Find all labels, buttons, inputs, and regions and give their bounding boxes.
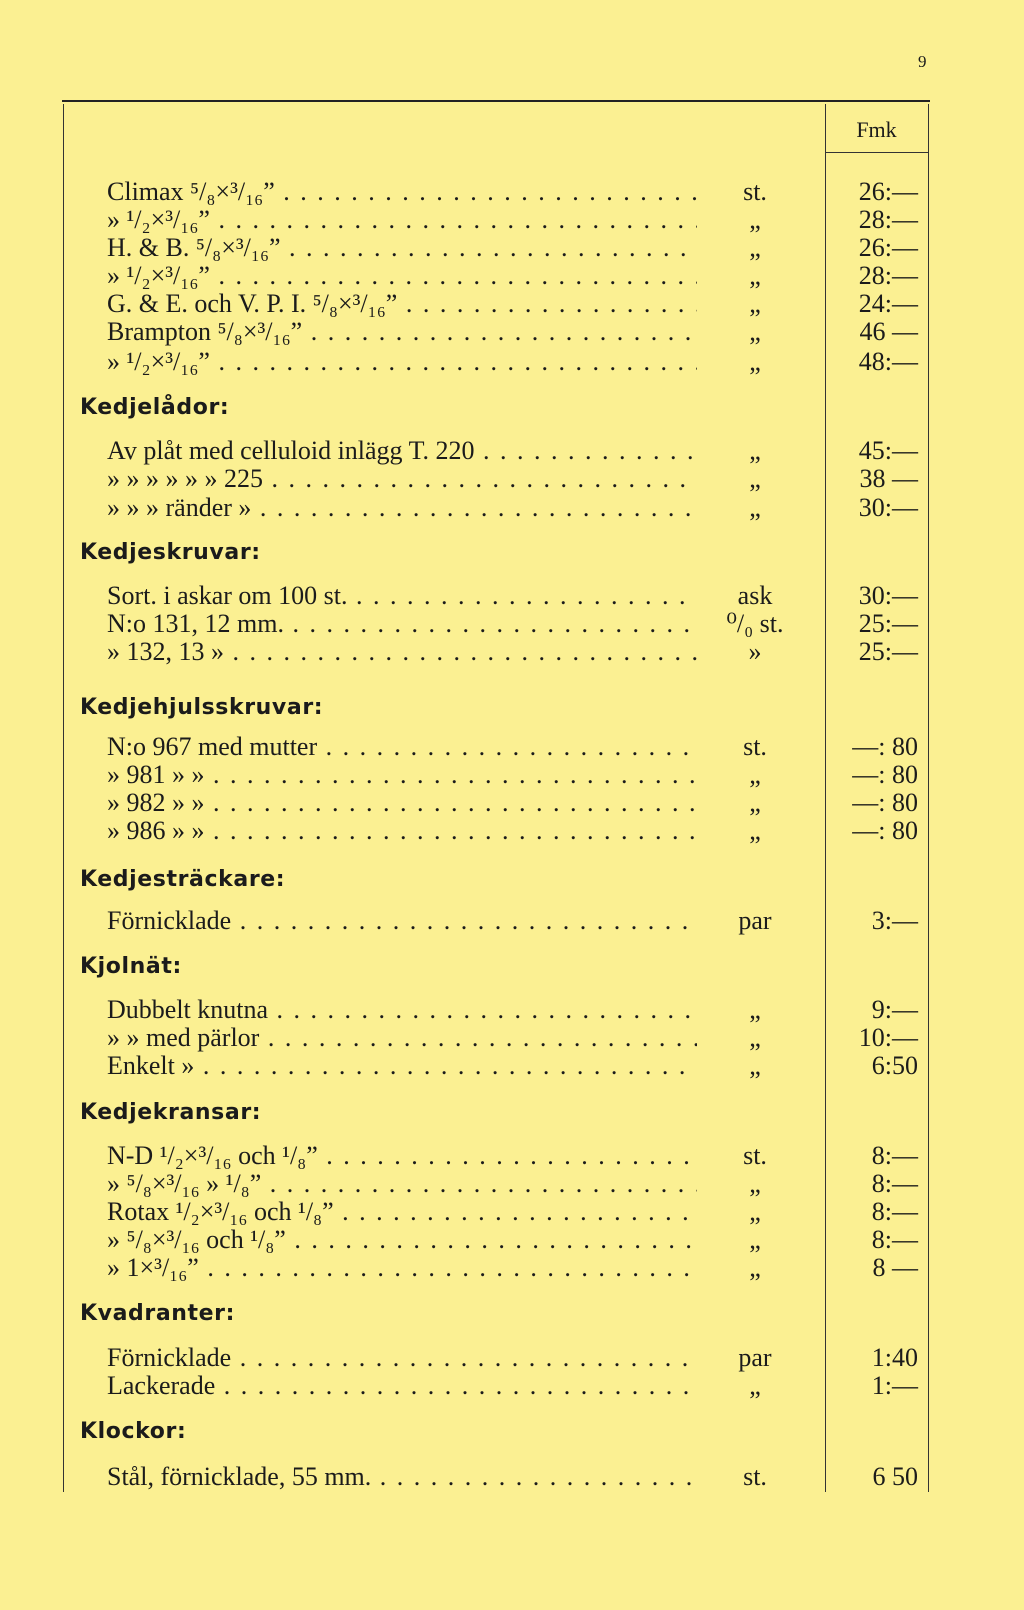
- item-unit: „: [749, 261, 761, 290]
- price-row: [0, 347, 1024, 377]
- item-unit: „: [749, 347, 761, 376]
- item-description: Av plåt med celluloid inlägg T. 220 . . .: [107, 436, 697, 466]
- item-description: Lackerade . . .: [107, 1371, 697, 1401]
- price-row: [0, 317, 1024, 347]
- item-unit: ask: [737, 581, 773, 610]
- item-description: N-D ¹/₂×³/₁₆ och ¹/₈” . . .: [107, 1141, 697, 1171]
- item-unit: „: [749, 233, 761, 262]
- item-description: Sort. i askar om 100 st. . . .: [107, 581, 697, 611]
- section-heading: Kedjelådor:: [80, 395, 230, 420]
- item-price: 9:—: [871, 995, 918, 1024]
- price-row: [0, 1371, 1024, 1401]
- price-row: [0, 205, 1024, 235]
- item-unit: »: [748, 637, 762, 666]
- currency-header: Fmk: [856, 117, 897, 142]
- price-row: [0, 261, 1024, 291]
- price-row: [0, 233, 1024, 263]
- item-price: —: 80: [852, 816, 918, 845]
- price-row: [0, 732, 1024, 762]
- price-row: [0, 581, 1024, 611]
- item-price: 6:50: [871, 1051, 918, 1080]
- price-row: [0, 1023, 1024, 1053]
- item-description: » 1×³/₁₆” . . .: [107, 1253, 697, 1283]
- item-unit: „: [749, 1051, 761, 1080]
- item-unit: „: [749, 464, 761, 493]
- section-heading: Kedjehjulsskruvar:: [80, 695, 324, 720]
- item-unit: st.: [743, 1462, 767, 1491]
- item-unit: „: [749, 1371, 761, 1400]
- item-unit: „: [749, 205, 761, 234]
- price-row: [0, 816, 1024, 846]
- item-description: Förnicklade . . .: [107, 906, 697, 936]
- item-price: 26:—: [858, 177, 918, 206]
- price-row: [0, 1343, 1024, 1373]
- item-price: 28:—: [858, 205, 918, 234]
- item-price: 6 50: [872, 1462, 918, 1491]
- item-description: » » » ränder » . . .: [107, 493, 697, 523]
- item-unit: „: [749, 317, 761, 346]
- item-price: 30:—: [858, 493, 918, 522]
- section-heading: Kedjeskruvar:: [80, 540, 261, 565]
- price-row: [0, 177, 1024, 207]
- item-description: Rotax ¹/₂×³/₁₆ och ¹/₈” . . .: [107, 1197, 697, 1227]
- item-price: 3:—: [871, 906, 918, 935]
- item-unit: „: [749, 1225, 761, 1254]
- item-unit: „: [749, 436, 761, 465]
- item-price: 8:—: [871, 1197, 918, 1226]
- item-price: 30:—: [858, 581, 918, 610]
- item-unit: „: [749, 1169, 761, 1198]
- item-description: » ¹/₂×³/₁₆” . . .: [107, 261, 697, 291]
- item-price: 48:—: [858, 347, 918, 376]
- price-row: [0, 436, 1024, 466]
- price-row: [0, 289, 1024, 319]
- item-description: Förnicklade . . .: [107, 1343, 697, 1373]
- item-description: Stål, förnicklade, 55 mm. . . .: [107, 1462, 697, 1492]
- item-price: 8:—: [871, 1141, 918, 1170]
- section-heading: Kedjesträckare:: [80, 867, 286, 892]
- item-description: Dubbelt knutna . . .: [107, 995, 697, 1025]
- item-description: » 132, 13 » . . .: [107, 637, 697, 667]
- item-unit: st.: [743, 732, 767, 761]
- price-row: [0, 609, 1024, 639]
- item-description: Enkelt » . . .: [107, 1051, 697, 1081]
- price-row: [0, 1225, 1024, 1255]
- item-price: 1:—: [871, 1371, 918, 1400]
- item-unit: st.: [743, 177, 767, 206]
- item-description: H. & B. ⁵/₈×³/₁₆” . . .: [107, 233, 697, 263]
- item-unit: ⁰/₀ st.: [726, 609, 784, 638]
- item-unit: „: [749, 1253, 761, 1282]
- price-row: [0, 1051, 1024, 1081]
- item-price: 8:—: [871, 1225, 918, 1254]
- price-row: [0, 1169, 1024, 1199]
- item-unit: „: [749, 760, 761, 789]
- price-row: [0, 788, 1024, 818]
- price-row: [0, 760, 1024, 790]
- section-heading: Klockor:: [80, 1419, 187, 1444]
- item-unit: „: [749, 289, 761, 318]
- price-row: [0, 906, 1024, 936]
- item-description: » » med pärlor . . .: [107, 1023, 697, 1053]
- item-price: 28:—: [858, 261, 918, 290]
- price-row: [0, 1462, 1024, 1492]
- item-description: » 986 » » . . .: [107, 816, 697, 846]
- section-heading: Kjolnät:: [80, 954, 182, 979]
- item-unit: „: [749, 1197, 761, 1226]
- section-heading: Kedjekransar:: [80, 1100, 262, 1125]
- page-number: 9: [918, 52, 927, 71]
- item-price: 38 —: [859, 464, 918, 493]
- price-row: [0, 1141, 1024, 1171]
- item-description: Climax ⁵/₈×³/₁₆” . . .: [107, 177, 697, 207]
- item-price: —: 80: [852, 732, 918, 761]
- item-unit: „: [749, 788, 761, 817]
- item-description: G. & E. och V. P. I. ⁵/₈×³/₁₆” . . .: [107, 289, 697, 319]
- price-row: [0, 493, 1024, 523]
- item-unit: „: [749, 995, 761, 1024]
- price-row: [0, 1253, 1024, 1283]
- price-row: [0, 464, 1024, 494]
- item-price: 10:—: [858, 1023, 918, 1052]
- item-description: » ⁵/₈×³/₁₆ » ¹/₈” . . .: [107, 1169, 697, 1199]
- item-price: 25:—: [858, 637, 918, 666]
- item-unit: „: [749, 493, 761, 522]
- item-description: N:o 131, 12 mm. . . .: [107, 609, 697, 639]
- item-price: 1:40: [871, 1343, 918, 1372]
- item-price: 8:—: [871, 1169, 918, 1198]
- item-unit: „: [749, 816, 761, 845]
- item-description: » » » » » » 225 . . .: [107, 464, 697, 494]
- price-row: [0, 637, 1024, 667]
- item-description: N:o 967 med mutter . . .: [107, 732, 697, 762]
- item-price: 8 —: [872, 1253, 918, 1282]
- price-row: [0, 995, 1024, 1025]
- item-description: » 982 » » . . .: [107, 788, 697, 818]
- item-price: 46 —: [859, 317, 918, 346]
- item-description: » ⁵/₈×³/₁₆ och ¹/₈” . . .: [107, 1225, 697, 1255]
- item-unit: par: [738, 1343, 772, 1372]
- item-unit: „: [749, 1023, 761, 1052]
- item-price: —: 80: [852, 788, 918, 817]
- item-description: » ¹/₂×³/₁₆” . . .: [107, 347, 697, 377]
- item-price: —: 80: [852, 760, 918, 789]
- item-price: 25:—: [858, 609, 918, 638]
- price-row: [0, 1197, 1024, 1227]
- item-description: » 981 » » . . .: [107, 760, 697, 790]
- item-description: » ¹/₂×³/₁₆” . . .: [107, 205, 697, 235]
- item-unit: par: [738, 906, 772, 935]
- item-unit: st.: [743, 1141, 767, 1170]
- item-description: Brampton ⁵/₈×³/₁₆” . . .: [107, 317, 697, 347]
- item-price: 26:—: [858, 233, 918, 262]
- section-heading: Kvadranter:: [80, 1301, 236, 1326]
- item-price: 24:—: [858, 289, 918, 318]
- item-price: 45:—: [858, 436, 918, 465]
